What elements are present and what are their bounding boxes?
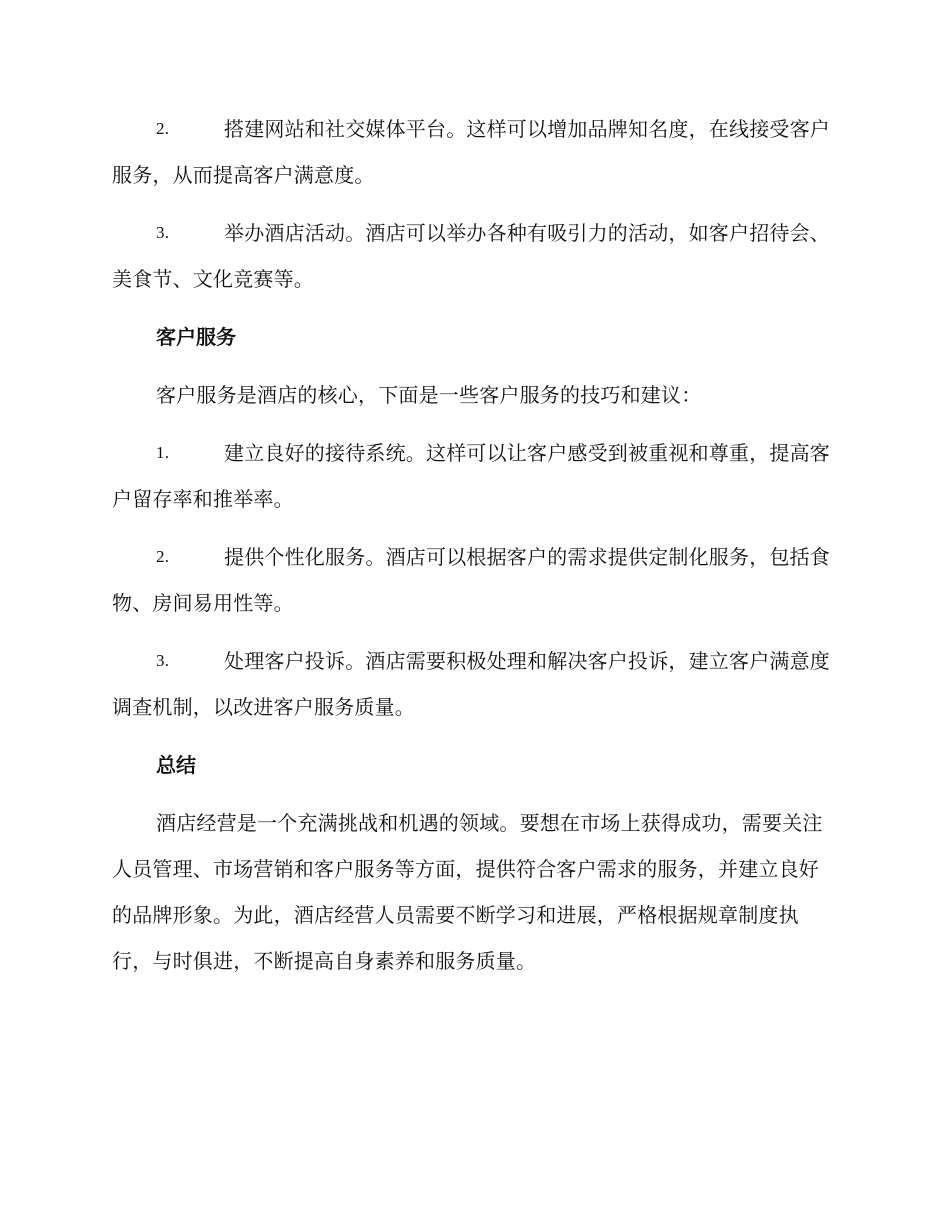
list-item	[112, 210, 834, 302]
list-item-text: 举办酒店活动。酒店可以举办各种有吸引力的活动，如客户招待会、美食节、文化竞赛等。	[112, 221, 830, 291]
section-heading-customer-service: 客户服务	[156, 325, 236, 349]
list-item-text: 建立良好的接待系统。这样可以让客户感受到被重视和尊重，提高客户留存率和推举率。	[112, 441, 830, 511]
list-number: 3.	[156, 223, 170, 242]
section-heading-summary: 总结	[156, 753, 196, 777]
list-number: 1.	[156, 443, 170, 462]
list-number: 2.	[156, 119, 170, 138]
summary-paragraph: 酒店经营是一个充满挑战和机遇的领域。要想在市场上获得成功，需要关注人员管理、市场营销和客户服务等方面，提供符合客户需求的服务，并建立良好的品牌形象。为此，酒店经营人员需要不断学习和进展，严格根据规章制度执行，与时俱进，不断提高自身素养和服务质量。	[112, 811, 823, 973]
list-item-text: 处理客户投诉。酒店需要积极处理和解决客户投诉，建立客户满意度调查机制，以改进客户服务质量。	[112, 649, 830, 719]
list-number: 3.	[156, 651, 170, 670]
list-item	[112, 534, 834, 626]
list-item	[112, 638, 834, 730]
document-content	[112, 106, 834, 996]
list-item-text: 提供个性化服务。酒店可以根据客户的需求提供定制化服务，包括食物、房间易用性等。	[112, 545, 830, 615]
customer-service-intro: 客户服务是酒店的核心，下面是一些客户服务的技巧和建议：	[156, 383, 702, 407]
list-item	[112, 430, 834, 522]
list-number: 2.	[156, 547, 170, 566]
list-item	[112, 106, 834, 198]
list-item-text: 搭建网站和社交媒体平台。这样可以增加品牌知名度，在线接受客户服务，从而提高客户满意度。	[112, 117, 830, 187]
